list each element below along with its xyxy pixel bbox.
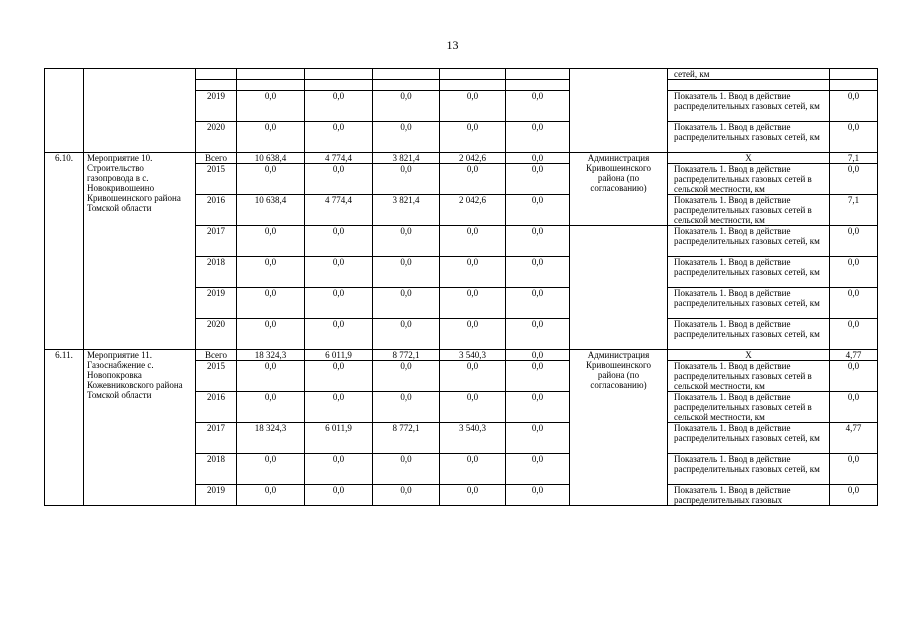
- fund-cell: 0,0: [440, 164, 506, 195]
- fund-cell: 0,0: [305, 485, 373, 506]
- fund-cell: 0,0: [305, 288, 373, 319]
- fund-cell: 3 540,3: [440, 350, 506, 361]
- total-cell: 0,0: [237, 485, 305, 506]
- year-cell: 2018: [196, 257, 237, 288]
- fund-cell: 0,0: [305, 361, 373, 392]
- year-cell: 2018: [196, 454, 237, 485]
- total-cell: 0,0: [237, 454, 305, 485]
- fund-cell: 0,0: [373, 485, 440, 506]
- total-cell: 18 324,3: [237, 423, 305, 454]
- fund-cell: 0,0: [440, 361, 506, 392]
- section-name: Мероприятие 10. Строительство газопровода в с. Новокривошеино Кривошеинского района Томской области: [84, 153, 196, 350]
- indicator-value-cell: 0,0: [830, 288, 878, 319]
- section-number: 6.10.: [45, 153, 84, 350]
- section-number: 6.11.: [45, 350, 84, 506]
- indicator-value-cell: 0,0: [830, 122, 878, 153]
- indicator-cell: Показатель 1. Ввод в действие распределительных газовых сетей, км: [668, 91, 830, 122]
- indicator-cell: Показатель 1. Ввод в действие распределительных газовых сетей, км: [668, 454, 830, 485]
- total-cell: 0,0: [237, 257, 305, 288]
- fund-cell: 0,0: [440, 392, 506, 423]
- indicator-cell: Показатель 1. Ввод в действие распределительных газовых сетей, км: [668, 423, 830, 454]
- year-cell: 2016: [196, 195, 237, 226]
- indicator-value-cell: 0,0: [830, 164, 878, 195]
- fund-cell: 0,0: [440, 257, 506, 288]
- indicator-cell: Х: [668, 153, 830, 164]
- indicator-cell: Показатель 1. Ввод в действие распределительных газовых сетей в сельской местности, км: [668, 164, 830, 195]
- indicator-cell: Показатель 1. Ввод в действие распределительных газовых сетей, км: [668, 226, 830, 257]
- indicator-value-cell: 0,0: [830, 257, 878, 288]
- fund-cell: 0,0: [506, 361, 570, 392]
- fund-cell: 0,0: [373, 91, 440, 122]
- fund-cell: 0,0: [373, 226, 440, 257]
- table-row: [45, 69, 878, 80]
- fund-cell: 0,0: [440, 485, 506, 506]
- indicator-cell: Х: [668, 350, 830, 361]
- section-name: Мероприятие 11. Газоснабжение с. Новопокровка Кожевниковского района Томской области: [84, 350, 196, 506]
- page-number: 13: [446, 38, 459, 52]
- indicator-cell: Показатель 1. Ввод в действие распределительных газовых: [668, 485, 830, 506]
- total-cell: 0,0: [237, 392, 305, 423]
- fund-cell: 0,0: [373, 122, 440, 153]
- fund-cell: 2 042,6: [440, 195, 506, 226]
- total-cell: 0,0: [237, 319, 305, 350]
- fund-cell: 0,0: [373, 361, 440, 392]
- fund-cell: 0,0: [506, 319, 570, 350]
- fund-cell: 0,0: [440, 226, 506, 257]
- year-cell: 2015: [196, 164, 237, 195]
- year-cell: 2017: [196, 226, 237, 257]
- fund-cell: 0,0: [305, 91, 373, 122]
- fund-cell: 0,0: [440, 91, 506, 122]
- fund-cell: 0,0: [506, 485, 570, 506]
- indicator-cell: Показатель 1. Ввод в действие распределительных газовых сетей в сельской местности, км: [668, 361, 830, 392]
- fund-cell: 0,0: [440, 288, 506, 319]
- indicator-value-cell: 0,0: [830, 485, 878, 506]
- fund-cell: 0,0: [373, 257, 440, 288]
- indicator-value-cell: 0,0: [830, 319, 878, 350]
- year-cell: 2019: [196, 91, 237, 122]
- fund-cell: 0,0: [506, 195, 570, 226]
- fund-cell: 3 821,4: [373, 153, 440, 164]
- fund-cell: 0,0: [373, 392, 440, 423]
- fund-cell: 0,0: [373, 288, 440, 319]
- fund-cell: 0,0: [506, 257, 570, 288]
- fund-cell: 0,0: [305, 257, 373, 288]
- table-row: [45, 350, 878, 361]
- indicator-value-cell: 7,1: [830, 195, 878, 226]
- total-cell: 0,0: [237, 288, 305, 319]
- year-cell: 2020: [196, 122, 237, 153]
- total-cell: 10 638,4: [237, 195, 305, 226]
- fund-cell: 8 772,1: [373, 350, 440, 361]
- indicator-value-cell: 0,0: [830, 91, 878, 122]
- year-cell: 2019: [196, 485, 237, 506]
- indicator-cell: Показатель 1. Ввод в действие распределительных газовых сетей, км: [668, 319, 830, 350]
- indicator-cell: Показатель 1. Ввод в действие распределительных газовых сетей, км: [668, 288, 830, 319]
- year-cell: Всего: [196, 350, 237, 361]
- fund-cell: 0,0: [305, 454, 373, 485]
- program-table: [44, 68, 878, 506]
- total-cell: 0,0: [237, 226, 305, 257]
- total-cell: 0,0: [237, 91, 305, 122]
- fund-cell: 4 774,4: [305, 195, 373, 226]
- fund-cell: 3 821,4: [373, 195, 440, 226]
- fund-cell: 3 540,3: [440, 423, 506, 454]
- year-cell: Всего: [196, 153, 237, 164]
- fund-cell: 6 011,9: [305, 350, 373, 361]
- indicator-value-cell: 0,0: [830, 392, 878, 423]
- indicator-value-cell: 0,0: [830, 226, 878, 257]
- fund-cell: 0,0: [506, 288, 570, 319]
- fund-cell: 0,0: [506, 350, 570, 361]
- indicator-cell: Показатель 1. Ввод в действие распределительных газовых сетей в сельской местности, км: [668, 392, 830, 423]
- total-cell: 0,0: [237, 164, 305, 195]
- indicator-value-cell: 0,0: [830, 361, 878, 392]
- indicator-cell: сетей, км: [668, 69, 830, 80]
- indicator-value-cell: 0,0: [830, 454, 878, 485]
- total-cell: 18 324,3: [237, 350, 305, 361]
- fund-cell: 0,0: [506, 122, 570, 153]
- fund-cell: 0,0: [506, 423, 570, 454]
- year-cell: 2020: [196, 319, 237, 350]
- indicator-cell: Показатель 1. Ввод в действие распределительных газовых сетей в сельской местности, км: [668, 195, 830, 226]
- total-cell: 0,0: [237, 122, 305, 153]
- year-cell: 2015: [196, 361, 237, 392]
- year-cell: 2017: [196, 423, 237, 454]
- indicator-value-cell: 4,77: [830, 423, 878, 454]
- table-row: [45, 153, 878, 164]
- fund-cell: 0,0: [373, 454, 440, 485]
- indicator-cell: Показатель 1. Ввод в действие распределительных газовых сетей, км: [668, 257, 830, 288]
- executor-cell: Администрация Кривошеинского района (по согласованию): [570, 153, 668, 226]
- fund-cell: 0,0: [305, 164, 373, 195]
- fund-cell: 0,0: [506, 153, 570, 164]
- fund-cell: 0,0: [305, 392, 373, 423]
- fund-cell: 8 772,1: [373, 423, 440, 454]
- indicator-value-cell: 7,1: [830, 153, 878, 164]
- fund-cell: 0,0: [373, 164, 440, 195]
- fund-cell: 0,0: [305, 319, 373, 350]
- total-cell: 0,0: [237, 361, 305, 392]
- fund-cell: 0,0: [440, 454, 506, 485]
- fund-cell: 0,0: [506, 226, 570, 257]
- fund-cell: 0,0: [305, 122, 373, 153]
- fund-cell: 2 042,6: [440, 153, 506, 164]
- fund-cell: 0,0: [506, 91, 570, 122]
- indicator-cell: Показатель 1. Ввод в действие распределительных газовых сетей, км: [668, 122, 830, 153]
- fund-cell: 0,0: [506, 164, 570, 195]
- fund-cell: 0,0: [440, 319, 506, 350]
- fund-cell: 0,0: [305, 226, 373, 257]
- indicator-value-cell: 4,77: [830, 350, 878, 361]
- fund-cell: 6 011,9: [305, 423, 373, 454]
- fund-cell: 0,0: [506, 392, 570, 423]
- total-cell: 10 638,4: [237, 153, 305, 164]
- fund-cell: 0,0: [373, 319, 440, 350]
- fund-cell: 0,0: [440, 122, 506, 153]
- executor-cell: Администрация Кривошеинского района (по согласованию): [570, 350, 668, 506]
- year-cell: 2016: [196, 392, 237, 423]
- fund-cell: 4 774,4: [305, 153, 373, 164]
- fund-cell: 0,0: [506, 454, 570, 485]
- year-cell: 2019: [196, 288, 237, 319]
